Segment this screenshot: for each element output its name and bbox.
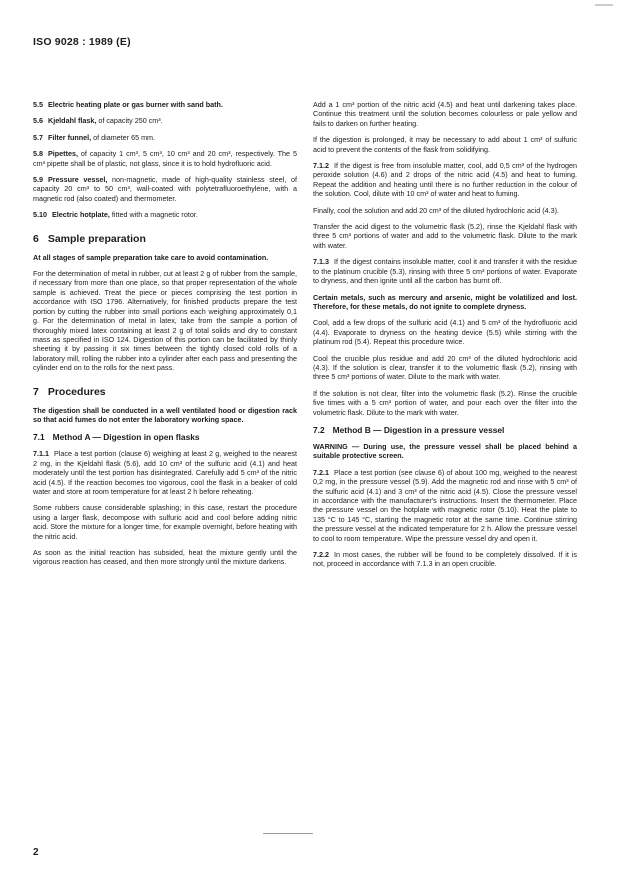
left-column [33,100,297,574]
clause-7-2-1: 7.2.1 Place a test portion (see clause 6) of about 100 mg, weighed to the nearest 0,2 mg, in the pressure vessel (5.9). Add the magnetic rod and rinse with 5 cm³ of the sulfuric acid (4.1) and 3 cm³ of the nitric acid (4.5). Close the pressure vessel in accordance with the manufacturer's instructions. Insert the thermometer. Place the pressure vessel on the hotplate with magnetic rotor (5.10). Heat the plate to 135 °C to 145 °C, starting the magnetic rotor at the same time. Continue stirring the pressure vessel at the indicated temperature for 2 h. Allow the pressure vessel to cool to room temperature. Wipe the pressure vessel dry and open it. [313,467,577,543]
clause-7-1-2: 7.1.2 If the digest is free from insoluble matter, cool, add 0,5 cm³ of the hydrogen peroxide solution (4.6) and 2 drops of the nitric acid (4.5) and heat to fuming. Repeat the addition and heating until there is no further reduction in the colour of the solution. Cool, dilute with 10 cm³ of water and heat to fuming. [313,161,577,199]
footer-divider [263,833,313,834]
clause-7-1-heading: 7.1 Method A — Digestion in open flasks [33,432,200,443]
clause-7-2-heading: 7.2 Method B — Digestion in a pressure vessel [313,424,505,435]
clause-7-1-1-para-2: Some rubbers cause considerable splashing; in this case, restart the procedure using a larger flask, decompose with sulfuric acid and cool before adding nitric acid. Store the mixture for a longer time, for example overnight, before heating with the nitric acid. [33,503,297,541]
clause-5-8: 5.8 Pipettes, of capacity 1 cm³, 5 cm³, 10 cm³ and 20 cm³, respectively. The 5 cm³ pipette shall be of plastic, not glass, since it is to hold hydrofluoric acid. [33,149,297,168]
clause-5-9: 5.9 Pressure vessel, non-magnetic, made of high-quality stainless steel, of capacity 20 cm³ to 50 cm³, wall-coated with polytetrafluoroethylene, with a magnetic rod (also coated) and thermometer. [33,175,297,203]
clause-5-10: 5.10 Electric hotplate, fitted with a magnetic rotor. [33,210,198,220]
clause-7-1-3: 7.1.3 If the digest contains insoluble matter, cool it and transfer it with the residue to the platinum crucible (5.3), rinsing with three 5 cm³ portions of water. Evaporate to dryness, and then ignite until all the carbon has burnt off. [313,257,577,286]
clause-7-1-3-para-4: If the solution is not clear, filter into the volumetric flask (5.2). Rinse the crucible five times with a 5 cm³ portion of water, and pour each over the filter into the volumetric flask. Dilute to the mark with water. [313,388,577,417]
section-7-warning: The digestion shall be conducted in a well ventilated hood or digestion rack so that acid fumes do not enter the laboratory working space. [33,405,297,424]
right-column [313,100,577,576]
clause-5-7: 5.7 Filter funnel, of diameter 65 mm. [33,132,156,142]
section-6-warning: At all stages of sample preparation take care to avoid contamination. [33,252,269,262]
section-6-text: For the determination of metal in rubber, cut at least 2 g of rubber from the sample, if necessary from more than one place, so that proper representation of the whole sample is achieved. Treat the piece or pieces comprising the test portion in accordance with ISO 1796. Alternatively, for finished products prepare the test portion by cutting the rubber into small portions each weighing approximately 0,1 g. For the determination of metal in latex, take from the sample a portion of thoroughly mixed latex containing at least 2 g of total solids and dry to constant mass as specified in ISO 124. Digestion of this portion can be facilitated by thinly sheeting it by passing it six times between the tightly closed cold rolls of a laboratory mill, rolling the rubber into a cylinder after each pass and presenting the cylinder end on to the rolls for the next pass. [33,269,297,373]
clause-7-1-2-para-2: Finally, cool the solution and add 20 cm³ of the diluted hydrochloric acid (4.3). [313,205,559,215]
page-number: 2 [33,847,39,858]
section-7-heading: 7 Procedures [33,385,106,398]
document-header: ISO 9028 : 1989 (E) [33,36,131,48]
section-6-heading: 6 Sample preparation [33,232,146,245]
clause-7-1-1-para-3: As soon as the initial reaction has subsided, heat the mixture gently until the vigorous reaction has ceased, and then more strongly until the mixture darkens. [33,548,297,567]
clause-7-1-3-para-3: Cool the crucible plus residue and add 20 cm³ of the diluted hydrochloric acid (4.3). If the solution is clear, transfer it to the volumetric flask (5.2), rinsing with three 5 cm³ portions of water. Dilute to the mark with water. [313,353,577,382]
clause-5-6: 5.6 Kjeldahl flask, of capacity 250 cm³. [33,116,163,126]
clause-5-5: 5.5 Electric heating plate or gas burner with sand bath. [33,100,223,109]
clause-7-1-1-para-5: If the digestion is prolonged, it may be necessary to add about 1 cm³ of sulfuric acid to prevent the contents of the flask from solidifying. [313,135,577,154]
clause-7-1-1-para-4: Add a 1 cm³ portion of the nitric acid (4.5) and heat until darkening takes place. Continue this treatment until the solution becomes colourless or pale yellow and fails to darken on further heating. [313,100,577,128]
clause-7-1-3-para-2: Cool, add a few drops of the sulfuric acid (4.1) and 5 cm³ of the hydrofluoric acid (4.4). Evaporate to dryness on the heating device (5.5) while stirring with the platinum rod (5.4). Repeat this procedure twice. [313,318,577,347]
clause-7-2-2: 7.2.2 In most cases, the rubber will be found to be completely dissolved. If it is not, proceed in accordance with 7.1.3 in an open crucible. [313,550,577,569]
scan-mark [595,4,613,6]
pressure-vessel-warning: WARNING — During use, the pressure vessel shall be placed behind a suitable protective screen. [313,441,577,461]
volatility-warning: Certain metals, such as mercury and arsenic, might be volatilized and lost. Therefore, for these metals, do not ignite to complete dryness. [313,292,577,311]
clause-7-1-2-para-3: Transfer the acid digest to the volumetric flask (5.2), rinse the Kjeldahl flask with three 5 cm³ portions of water and add to the volumetric flask. Dilute to the mark with water. [313,222,577,250]
clause-7-1-1: 7.1.1 Place a test portion (clause 6) weighing at least 2 g, weighed to the nearest 2 mg, in the Kjeldahl flask (5.6), add 10 cm³ of the sulfuric acid (4.1) and heat moderately until the test portion has disintegrated. Carefully add 5 cm³ of the nitric acid (4.5). If the reaction becomes too vigorous, cool the flask in a beaker of cold water and store at room temperature for at least 2 h before reheating. [33,449,297,496]
